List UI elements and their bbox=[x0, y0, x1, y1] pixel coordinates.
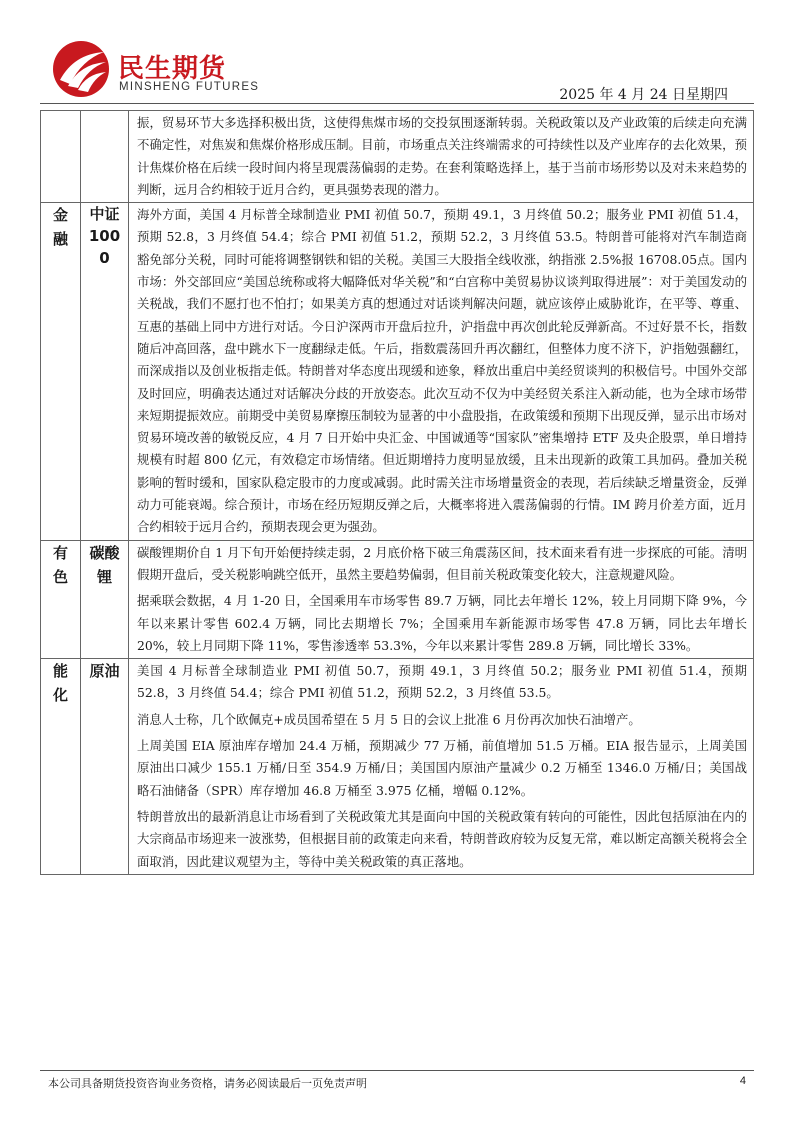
category-cell bbox=[41, 540, 81, 658]
category-label: 金融 bbox=[52, 206, 68, 249]
subcategory-cell bbox=[81, 203, 129, 540]
category-cell bbox=[41, 659, 81, 875]
subcategory-label: 原油 bbox=[89, 662, 120, 681]
content-cell bbox=[129, 540, 754, 658]
page-number: 4 bbox=[739, 1075, 746, 1087]
content-cell bbox=[129, 111, 754, 203]
page-header bbox=[40, 40, 754, 102]
content-cell bbox=[129, 659, 754, 875]
footer-disclaimer: 本公司具备期货投资咨询业务资格，请务必阅读最后一页免责声明 bbox=[48, 1077, 367, 1090]
table-row bbox=[41, 203, 754, 540]
paragraph: 海外方面，美国 4 月标普全球制造业 PMI 初值 50.7，预期 49.1，3 月终值 50.2；服务业 PMI 初值 51.4，预期 52.8，3 月终值 54.4；综合 PMI 初值 51.2，预期 52.2，3 月终值 53.5。特朗普可能将对汽车制造商豁免部分关税，同时可能将调整钢铁和铝的关税。美国三大股指全线收涨，纳指涨 2.5%报 16708.05点。国内市场：外交部回应“美国总统称或将大幅降低对华关税”和“白宫称中美贸易协议谈判取得进展”：对于美国发动的关税战，我们不愿打也不怕打；如果美方真的想通过对话谈判解决问题，就应该停止威胁讹诈，在平等、尊重、互惠的基础上同中方进行对话。今日沪深两市开盘后拉升，沪指盘中再次创此轮反弹新高。不过好景不长，指数随后冲高回落，盘中跳水下一度翻绿走低。午后，指数震荡回升再次翻红，但整体力度不济下，沪指勉强翻红，而深成指以及创业板指走低。特朗普对华态度出现缓和迹象，释放出重启中美经贸谈判的积极信号。中国外交部及时回应，明确表达通过对话解决分歧的开放姿态。此次互动不仅为中美经贸关系注入新动能，也为全球市场带来短期提振效应。前期受中美贸易摩擦压制较为显著的中小盘股指，在政策缓和预期下出现反弹，显示出市场对贸易环境改善的敏锐反应，4 月 7 日开始中央汇金、中国诚通等“国家队”密集增持 ETF 及央企股票，单日增持规模有时超 800 亿元，有效稳定市场情绪。但近期增持力度明显放缓，且未出现新的政策工具加码。叠加关税影响的暂时缓和，国家队稳定股市的力度或减弱。此时需关注市场增量资金的表现，若后续缺乏增量资金，反弹动力可能衰竭。综合预计，市场在经历短期反弹之后，大概率将进入震荡偏弱的行情。IM 跨月价差方面，近月合约相较于远月合约，预期表现会更为强劲。 bbox=[137, 207, 747, 535]
paragraph: 美国 4 月标普全球制造业 PMI 初值 50.7，预期 49.1，3 月终值 50.2；服务业 PMI 初值 51.4，预期 52.8，3 月终值 54.4；综合 PMI 初值 51.2，预期 52.2，3 月终值 53.5。 bbox=[137, 663, 747, 701]
table-row bbox=[41, 540, 754, 658]
report-table bbox=[40, 110, 754, 875]
header-divider bbox=[40, 103, 754, 104]
footer-divider bbox=[40, 1070, 754, 1071]
subcategory-cell bbox=[81, 540, 129, 658]
brand-name: 民生期货 bbox=[118, 54, 227, 84]
content-cell bbox=[129, 203, 754, 540]
report-date: 2025 年 4 月 24 日星期四 bbox=[559, 87, 728, 103]
category-label: 有色 bbox=[52, 543, 68, 586]
paragraph: 特朗普放出的最新消息让市场看到了关税政策尤其是面向中国的关税政策有转向的可能性，因此包括原油在内的大宗商品市场迎来一波涨势，但根据目前的政策走向来看，特朗普政府较为反复无常，难以断定高额关税将会全面取消，因此建议观望为主，等待中美关税政策的真正落地。 bbox=[137, 808, 747, 869]
brand-subtitle: MINSHENG FUTURES bbox=[119, 81, 260, 93]
paragraph: 碳酸锂期价自 1 月下旬开始便持续走弱，2 月底价格下破三角震荡区间，技术面来看有进一步探底的可能。清明假期开盘后，受关税影响跳空低开，虽然主要趋势偏弱，但目前关税政策变化较大，注意规避风险。 bbox=[137, 544, 747, 582]
subcategory-label: 碳酸锂 bbox=[89, 543, 120, 586]
category-cell bbox=[41, 111, 81, 203]
subcategory-cell bbox=[81, 659, 129, 875]
category-label: 能化 bbox=[52, 662, 68, 705]
table-row bbox=[41, 111, 754, 203]
paragraph: 振，贸易环节大多选择积极出货，这使得焦煤市场的交投氛围逐渐转弱。关税政策以及产业政策的后续走向充满不确定性，对焦炭和焦煤价格形成压制。目前，市场重点关注终端需求的可持续性以及产业库存的去化效果，预计焦煤价格在后续一段时间内将呈现震荡偏弱的走势。在套利策略选择上，基于当前市场形势以及对未来趋势的判断，远月合约相较于近月合约，更具强势表现的潜力。 bbox=[137, 115, 747, 197]
subcategory-label: 中证1000 bbox=[88, 205, 121, 268]
minsheng-logo-icon bbox=[52, 40, 110, 98]
table-row bbox=[41, 659, 754, 875]
paragraph: 消息人士称，几个欧佩克+成员国希望在 5 月 5 日的会议上批准 6 月份再次加快石油增产。 bbox=[137, 711, 641, 727]
subcategory-cell bbox=[81, 111, 129, 203]
paragraph: 上周美国 EIA 原油库存增加 24.4 万桶，预期减少 77 万桶，前值增加 51.5 万桶。EIA 报告显示，上周美国原油出口减少 155.1 万桶/日至 354.9 万桶/日；美国国内原油产量减少 0.2 万桶至 1346.0 万桶/日；美国战略石油储备（SPR）库存增加 46.8 万桶至 3.975 亿桶，增幅 0.12%。 bbox=[137, 738, 747, 798]
category-cell bbox=[41, 203, 81, 540]
paragraph: 据乘联会数据，4 月 1-20 日，全国乘用车市场零售 89.7 万辆，同比去年增长 12%，较上月同期下降 9%，今年以来累计零售 602.4 万辆，同比去期增长 7%；全国乘用车新能源市场零售 47.8 万辆，同比去年增长 20%，较上月同期下降 11%，零售渗透率 53.3%，今年以来累计零售 289.8 万辆，同比增长 33%。 bbox=[137, 593, 747, 653]
